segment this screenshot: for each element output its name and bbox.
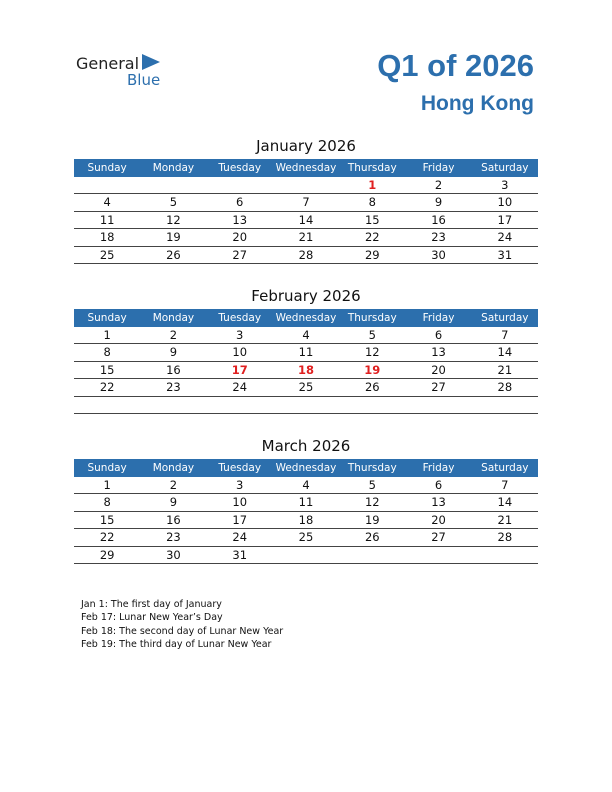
week-row bbox=[74, 247, 538, 264]
week-row bbox=[74, 477, 538, 494]
week-row bbox=[74, 327, 538, 344]
day-cell: 17 bbox=[232, 512, 248, 527]
holiday-notes bbox=[81, 598, 283, 651]
week-row bbox=[74, 344, 538, 361]
page-title: Q1 of 2026 bbox=[377, 48, 534, 83]
day-cell: 5 bbox=[368, 328, 376, 342]
day-cell: 9 bbox=[169, 495, 178, 510]
day-cell: 11 bbox=[298, 345, 314, 360]
day-cell: 14 bbox=[298, 212, 314, 227]
region-title: Hong Kong bbox=[420, 92, 534, 115]
day-cell: 28 bbox=[497, 530, 513, 545]
holiday-note: Jan 1: The first day of January bbox=[81, 599, 222, 610]
day-cell bbox=[472, 397, 538, 413]
day-cell: 12 bbox=[364, 345, 380, 360]
day-cell: 4 bbox=[302, 478, 310, 492]
weekday-header-sunday: Sunday bbox=[87, 162, 127, 174]
weekday-header-thursday: Thursday bbox=[347, 162, 397, 174]
weekday-header-monday: Monday bbox=[152, 162, 195, 174]
day-cell bbox=[339, 397, 405, 413]
week-row bbox=[74, 379, 538, 396]
day-cell bbox=[74, 177, 140, 193]
day-cell: 14 bbox=[497, 345, 513, 360]
day-cell bbox=[405, 547, 471, 563]
day-cell: 29 bbox=[99, 547, 115, 562]
day-cell: 2 bbox=[169, 478, 178, 492]
weekday-header-wednesday: Wednesday bbox=[275, 312, 337, 324]
day-cell: 16 bbox=[431, 212, 446, 227]
day-cell: 9 bbox=[169, 345, 178, 360]
day-cell bbox=[207, 177, 273, 193]
day-cell: 12 bbox=[364, 495, 380, 510]
day-cell: 1 bbox=[103, 478, 111, 492]
week-row bbox=[74, 494, 538, 511]
day-cell: 21 bbox=[497, 362, 513, 377]
day-cell: 29 bbox=[364, 247, 380, 262]
day-cell: 23 bbox=[166, 530, 181, 545]
weekday-header-friday: Friday bbox=[422, 162, 455, 174]
weekday-header-tuesday: Tuesday bbox=[218, 312, 262, 324]
day-cell: 20 bbox=[431, 512, 446, 527]
day-cell: 1 bbox=[103, 328, 111, 342]
day-cell: 6 bbox=[434, 478, 443, 492]
day-cell bbox=[74, 397, 140, 413]
day-cell: 26 bbox=[364, 380, 380, 395]
day-cell: 2 bbox=[169, 328, 178, 342]
holiday-note: Feb 18: The second day of Lunar New Year bbox=[81, 625, 284, 637]
weekday-header-friday: Friday bbox=[422, 312, 455, 324]
week-row bbox=[74, 229, 538, 246]
weeks bbox=[74, 477, 538, 564]
day-cell: 20 bbox=[431, 362, 446, 377]
day-cell: 3 bbox=[501, 178, 509, 192]
day-cell: 28 bbox=[497, 380, 513, 395]
day-cell: 22 bbox=[99, 380, 115, 395]
day-cell: 12 bbox=[166, 212, 181, 227]
day-cell: 15 bbox=[364, 212, 380, 227]
day-cell: 16 bbox=[166, 512, 181, 527]
day-cell: 14 bbox=[497, 495, 513, 510]
month-january bbox=[74, 136, 538, 264]
holiday-note: Feb 19: The third day of Lunar New Year bbox=[81, 638, 272, 650]
day-cell: 26 bbox=[364, 530, 380, 545]
day-cell bbox=[472, 547, 538, 563]
day-cell: 4 bbox=[103, 195, 111, 210]
day-cell: 13 bbox=[232, 212, 248, 227]
weekday-header-sunday: Sunday bbox=[87, 462, 127, 474]
day-cell bbox=[273, 177, 339, 193]
day-cell: 4 bbox=[302, 328, 310, 342]
day-cell: 18 bbox=[298, 512, 314, 527]
day-cell: 7 bbox=[501, 328, 509, 342]
day-cell: 11 bbox=[298, 495, 314, 510]
day-cell: 24 bbox=[232, 380, 248, 395]
month-title: March 2026 bbox=[261, 437, 351, 455]
weeks bbox=[74, 177, 538, 264]
week-row bbox=[74, 529, 538, 546]
day-cell: 24 bbox=[232, 530, 248, 545]
day-cell bbox=[339, 547, 405, 563]
holiday-day-cell: 18 bbox=[297, 362, 314, 377]
day-cell: 31 bbox=[232, 547, 248, 562]
day-cell bbox=[140, 177, 206, 193]
weekday-header bbox=[74, 159, 538, 177]
day-cell: 30 bbox=[166, 547, 181, 562]
day-cell: 17 bbox=[497, 212, 513, 227]
day-cell bbox=[405, 397, 471, 413]
day-cell: 21 bbox=[298, 230, 314, 245]
day-cell: 3 bbox=[236, 478, 244, 492]
day-cell: 13 bbox=[431, 345, 446, 360]
day-cell bbox=[273, 397, 339, 413]
day-cell: 21 bbox=[497, 512, 513, 527]
weekday-header-monday: Monday bbox=[152, 312, 195, 324]
weekday-header-saturday: Saturday bbox=[481, 462, 529, 474]
weekday-header-wednesday: Wednesday bbox=[275, 162, 337, 174]
month-title: January 2026 bbox=[256, 137, 356, 155]
day-cell: 25 bbox=[99, 247, 115, 262]
logo-text-blue: Blue bbox=[127, 71, 161, 89]
weekday-header-thursday: Thursday bbox=[347, 462, 397, 474]
weekday-header-tuesday: Tuesday bbox=[218, 162, 262, 174]
day-cell: 19 bbox=[166, 230, 181, 245]
month-february bbox=[74, 286, 538, 414]
day-cell: 27 bbox=[431, 530, 446, 545]
day-cell: 11 bbox=[99, 212, 115, 227]
week-row bbox=[74, 512, 538, 529]
month-march bbox=[74, 436, 538, 564]
day-cell: 27 bbox=[232, 247, 248, 262]
day-cell: 13 bbox=[431, 495, 446, 510]
day-cell: 23 bbox=[166, 380, 181, 395]
day-cell: 15 bbox=[99, 512, 115, 527]
weeks bbox=[74, 327, 538, 414]
holiday-note: Feb 17: Lunar New Year’s Day bbox=[81, 612, 223, 624]
day-cell: 28 bbox=[298, 247, 314, 262]
day-cell: 22 bbox=[99, 530, 115, 545]
weekday-header bbox=[74, 309, 538, 327]
weekday-header-sunday: Sunday bbox=[87, 312, 127, 324]
day-cell: 6 bbox=[434, 328, 443, 342]
day-cell: 9 bbox=[434, 195, 443, 210]
day-cell: 20 bbox=[232, 230, 248, 245]
day-cell: 7 bbox=[501, 478, 509, 492]
week-row bbox=[74, 194, 538, 211]
day-cell: 5 bbox=[169, 195, 178, 210]
day-cell: 24 bbox=[497, 230, 513, 245]
week-row bbox=[74, 212, 538, 229]
day-cell bbox=[207, 397, 273, 413]
weekday-header-thursday: Thursday bbox=[347, 312, 397, 324]
holiday-day-cell: 19 bbox=[364, 362, 381, 377]
day-cell: 10 bbox=[497, 195, 513, 210]
day-cell: 30 bbox=[431, 247, 446, 262]
day-cell: 23 bbox=[431, 230, 446, 245]
day-cell: 8 bbox=[103, 495, 111, 510]
day-cell: 3 bbox=[236, 328, 244, 342]
day-cell: 16 bbox=[166, 362, 181, 377]
generalblue-logo bbox=[76, 52, 186, 92]
weekday-header bbox=[74, 459, 538, 477]
weekday-header-monday: Monday bbox=[152, 462, 195, 474]
day-cell: 10 bbox=[232, 495, 248, 510]
holiday-day-cell: 17 bbox=[231, 362, 248, 377]
day-cell: 2 bbox=[434, 178, 443, 192]
logo-text-general: General bbox=[76, 54, 140, 73]
day-cell: 22 bbox=[364, 230, 380, 245]
day-cell bbox=[140, 397, 206, 413]
day-cell: 26 bbox=[166, 247, 181, 262]
week-row bbox=[74, 397, 538, 414]
weekday-header-tuesday: Tuesday bbox=[218, 462, 262, 474]
day-cell: 8 bbox=[368, 195, 376, 210]
day-cell: 19 bbox=[364, 512, 380, 527]
day-cell: 18 bbox=[99, 230, 115, 245]
day-cell: 25 bbox=[298, 380, 314, 395]
day-cell: 5 bbox=[368, 478, 376, 492]
day-cell: 8 bbox=[103, 345, 111, 360]
day-cell: 27 bbox=[431, 380, 446, 395]
day-cell: 6 bbox=[236, 195, 244, 210]
weekday-header-friday: Friday bbox=[422, 462, 455, 474]
week-row bbox=[74, 177, 538, 194]
day-cell bbox=[273, 547, 339, 563]
day-cell: 31 bbox=[497, 247, 513, 262]
day-cell: 7 bbox=[302, 195, 310, 210]
day-cell: 10 bbox=[232, 345, 248, 360]
holiday-day-cell: 1 bbox=[368, 178, 377, 192]
weekday-header-saturday: Saturday bbox=[481, 162, 529, 174]
weekday-header-saturday: Saturday bbox=[481, 312, 529, 324]
week-row bbox=[74, 547, 538, 564]
weekday-header-wednesday: Wednesday bbox=[275, 462, 337, 474]
flag-icon bbox=[140, 54, 160, 70]
month-title: February 2026 bbox=[251, 287, 361, 305]
day-cell: 25 bbox=[298, 530, 314, 545]
week-row bbox=[74, 362, 538, 379]
day-cell: 15 bbox=[99, 362, 115, 377]
